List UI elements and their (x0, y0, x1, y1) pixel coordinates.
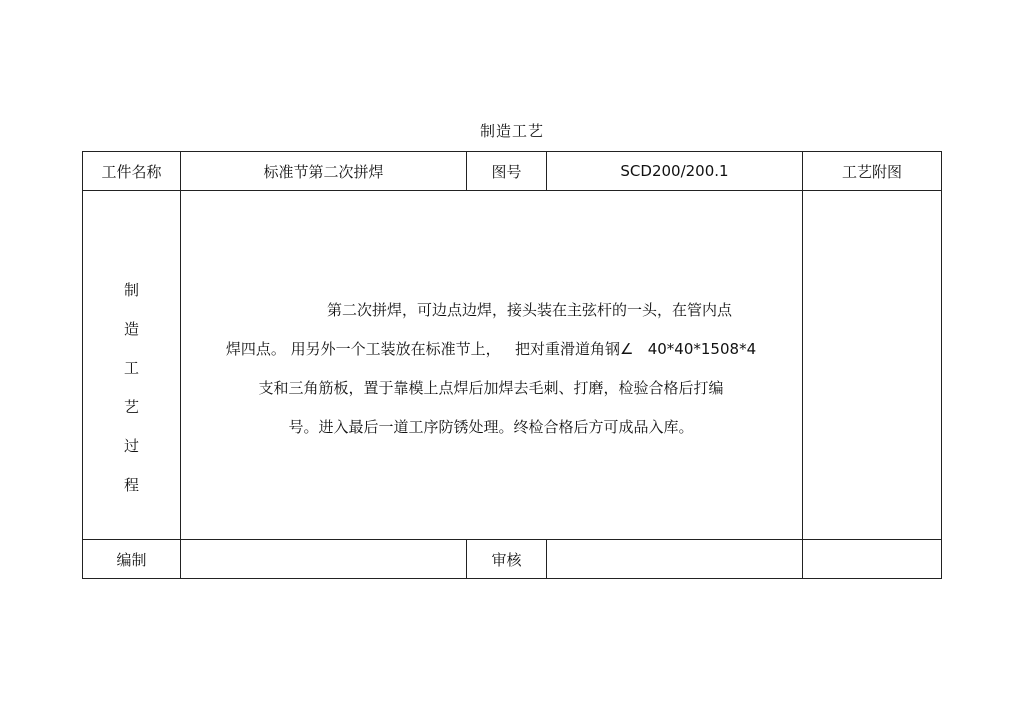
reviewed-by-value (547, 540, 803, 579)
process-label-char: 程 (123, 476, 139, 494)
process-description-cell (181, 191, 803, 540)
process-label-char: 过 (123, 437, 139, 455)
compiled-by-label: 编制 (83, 540, 181, 579)
process-line: 号。进入最后一道工序防锈处理。终检合格后方可成品入库。 (288, 418, 694, 436)
process-line: 支和三角筋板，置于靠模上点焊后加焊去毛刺、打磨，检验合格后打编 (258, 379, 724, 397)
header-row (83, 152, 942, 191)
reviewed-by-label: 审核 (467, 540, 547, 579)
process-description (181, 283, 802, 447)
process-label-cell (83, 191, 181, 540)
attachment-drawing-cell (803, 191, 942, 540)
signature-row (83, 540, 942, 579)
process-label-char: 工 (123, 359, 139, 377)
process-label-char: 造 (123, 320, 139, 338)
compiled-by-value (181, 540, 467, 579)
process-line: 焊四点。 用另外一个工装放在标准节上， 把对重滑道角钢∠ 40*40*1508*4 (225, 340, 757, 358)
attachment-label: 工艺附图 (803, 152, 942, 191)
process-label (83, 225, 180, 505)
drawing-number-label: 图号 (467, 152, 547, 191)
process-form-table (82, 151, 942, 579)
part-name-label: 工件名称 (83, 152, 181, 191)
process-line: 第二次拼焊，可边点边焊，接头装在主弦杆的一头，在管内点 (326, 301, 732, 319)
process-label-char: 制 (123, 281, 139, 299)
drawing-number-value: SCD200/200.1 (547, 152, 803, 191)
part-name-value: 标准节第二次拼焊 (181, 152, 467, 191)
signature-blank-cell (803, 540, 942, 579)
document-title: 制造工艺 (479, 122, 544, 140)
process-label-char: 艺 (123, 398, 139, 416)
process-row (83, 191, 942, 540)
